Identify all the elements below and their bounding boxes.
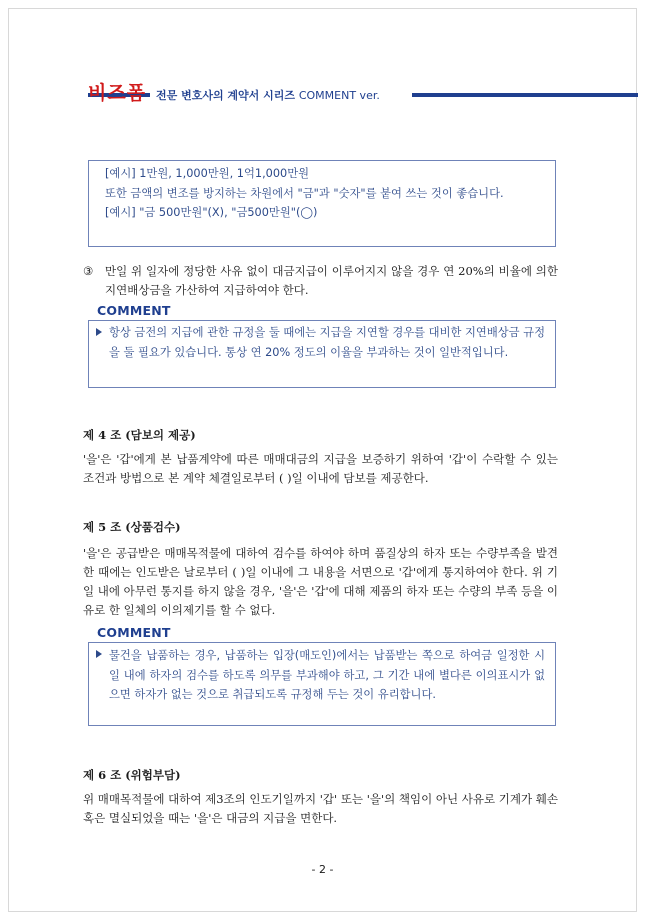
bullet-triangle-icon (96, 328, 102, 336)
page-number: - 2 - (311, 863, 334, 876)
example-line-2: 또한 금액의 변조를 방지하는 차원에서 "금"과 "숫자"를 붙여 쓰는 것이 좋습니다. (105, 186, 504, 200)
comment-box-1 (88, 320, 556, 388)
brand-logo: 비즈폼 (88, 82, 147, 104)
article-5-title: 제 5 조 (상품검수) (83, 520, 181, 534)
article-4-title: 제 4 조 (담보의 제공) (83, 428, 196, 442)
article-5-text: '을'은 공급받은 매매목적물에 대하여 검수를 하여야 하며 품질상의 하자 또는 수량부족을 발견한 때에는 인도받은 날로부터 ( )일 이내에 그 내용을 서면으로 '갑'에게 통지하여야 한다. 위 기일 내에 아무런 통지를 하지 않을 경우, '을'은 '갑'에 대해 제품의 하자 또는 수량의 부족 등을 이유로 한 일체의 이의제기를 할 수 없다. (83, 546, 558, 617)
comment-label: COMMENT (97, 625, 171, 640)
article-6-text: 위 매매목적물에 대하여 제3조의 인도기일까지 '갑' 또는 '을'의 책임이 아닌 사유로 기계가 훼손 혹은 멸실되었을 때는 '을'은 대금의 지급을 면한다. (83, 792, 558, 825)
article-6-title: 제 6 조 (위험부담) (83, 768, 181, 782)
version-label: COMMENT ver. (298, 89, 380, 102)
comment-text: 항상 금전의 지급에 관한 규정을 둘 때에는 지급을 지연할 경우를 대비한 지연배상금 규정을 둘 필요가 있습니다. 통상 연 20% 정도의 이율을 부과하는 것이 일반적입니다. (109, 326, 545, 359)
item-number: ③ (83, 264, 94, 278)
example-line-3: [예시] "금 500만원"(X), "금500만원"(◯) (105, 206, 318, 219)
example-box (88, 160, 556, 247)
bullet-triangle-icon (96, 650, 102, 658)
comment-text: 물건을 납품하는 경우, 납품하는 입장(매도인)에서는 납품받는 쪽으로 하여금 일정한 시일 내에 하자의 검수를 하도록 의무를 부과해야 하고, 그 기간 내에 별다른 이의표시가 없으면 하자가 없는 것으로 취급되도록 규정해 두는 것이 유리합니다. (109, 649, 545, 701)
item-text: 만일 위 일자에 정당한 사유 없이 대금지급이 이루어지지 않을 경우 연 20%의 비율에 의한 지연배상금을 가산하여 지급하여야 한다. (105, 264, 558, 297)
series-title: 전문 변호사의 계약서 시리즈 (156, 89, 295, 102)
comment-label: COMMENT (97, 303, 171, 318)
series-subtitle (156, 87, 380, 103)
example-line-1: [예시] 1만원, 1,000만원, 1억1,000만원 (105, 167, 310, 180)
clause-item-3 (83, 262, 558, 300)
article-4-text: '을'은 '갑'에게 본 납품계약에 따른 매매대금의 지급을 보증하기 위하여 '갑'이 수락할 수 있는 조건과 방법으로 본 계약 체결일로부터 ( )일 이내에 담보를 제공한다. (83, 452, 558, 485)
header-rule-right (412, 93, 638, 97)
comment-box-2 (88, 642, 556, 726)
